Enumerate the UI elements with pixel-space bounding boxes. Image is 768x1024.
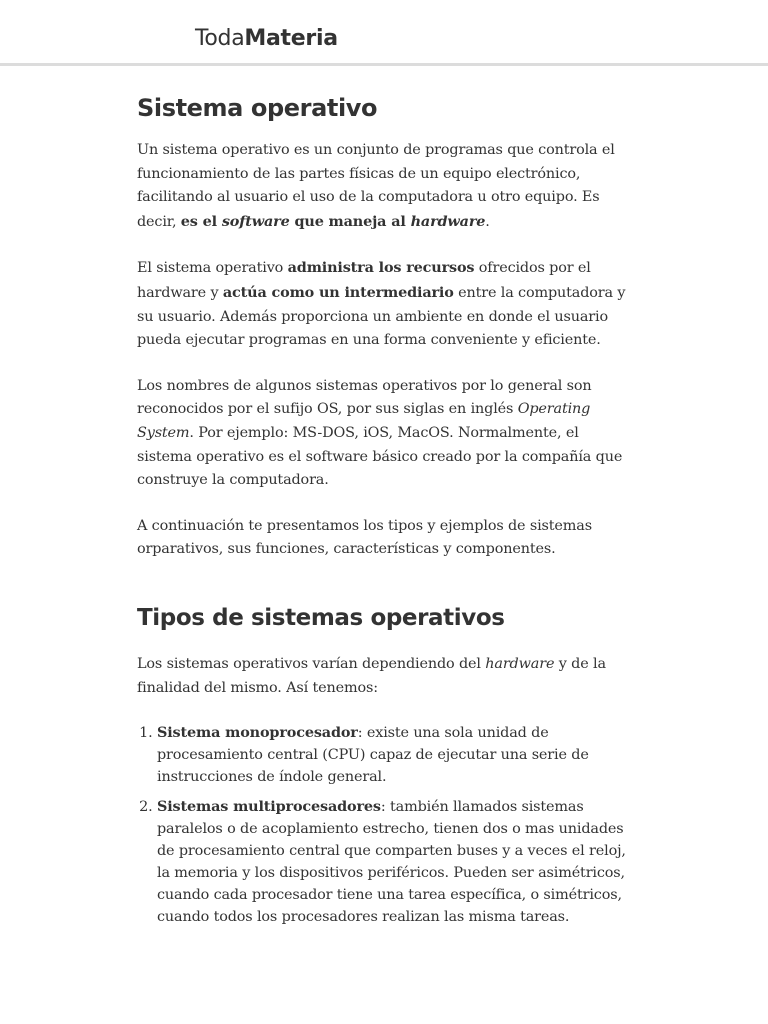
bold-text: administra los recursos	[287, 259, 475, 277]
italic-text: software	[221, 212, 290, 230]
paragraph-names	[137, 375, 631, 493]
text: Los nombres de algunos sistemas operativos por lo general son reconocidos por el sufijo OS, por sus siglas en inglés	[137, 377, 592, 418]
article-title: Sistema operativo	[137, 94, 378, 122]
top-bar	[0, 0, 768, 66]
italic-text: hardware	[485, 655, 555, 672]
bold-text: actúa como un intermediario	[222, 283, 454, 301]
italic-text: hardware	[410, 212, 486, 230]
text: ofrecidos por el hardware y	[137, 260, 591, 301]
list-item	[157, 722, 631, 788]
paragraph-resources	[137, 256, 631, 352]
list-item-desc: : existe una sola unidad de procesamiento central (CPU) capaz de ejecutar una serie de instrucciones de índole general.	[157, 725, 589, 786]
site-logo[interactable]	[195, 24, 338, 54]
bold-text	[181, 213, 485, 230]
text: .	[485, 213, 490, 230]
text: Los sistemas operativos varían dependiendo del	[137, 655, 486, 672]
paragraph-definition	[137, 139, 631, 234]
list-item-desc: : también llamados sistemas paralelos o de acoplamiento estrecho, tienen dos o mas unidades de procesamiento central que comparten buses y a veces el reloj, la memoria y los dispositivos periféricos. Pueden ser asimétricos, cuando cada procesador tiene una tarea específica, o simétricos, cuando todos los procesadores realizan las misma tareas.	[157, 799, 626, 926]
logo-text-light: Toda	[195, 26, 245, 51]
text: y de la finalidad del mismo. Así tenemos:	[137, 655, 606, 696]
list-item	[157, 796, 631, 928]
section-title: Tipos de sistemas operativos	[137, 604, 505, 631]
text: que maneja al	[289, 212, 411, 230]
list-item-term: Sistema monoprocesador	[157, 724, 358, 742]
text: es el	[180, 212, 222, 230]
text: . Por ejemplo: MS-DOS, iOS, MacOS. Normalmente, el sistema operativo es el software básico creado por la compañía que construye la computadora.	[137, 424, 623, 489]
text: El sistema operativo	[137, 260, 288, 277]
paragraph-types-intro	[137, 653, 631, 700]
italic-text: Operating System	[137, 401, 591, 441]
paragraph-intro: A continuación te presentamos los tipos y ejemplos de sistemas orparativos, sus funciones, características y componentes.	[137, 517, 592, 558]
logo-text-bold: Materia	[244, 26, 338, 51]
text: Un sistema operativo es un conjunto de programas que controla el funcionamiento de las partes físicas de un equipo electrónico, facilitando al usuario el uso de la computadora u otro equipo. Es decir,	[137, 142, 615, 230]
article	[137, 90, 631, 936]
list-item-term: Sistemas multiprocesadores	[157, 798, 381, 816]
text: entre la computadora y su usuario. Además proporciona un ambiente en donde el usuario pueda ejecutar programas en una forma conveniente y eficiente.	[137, 284, 626, 349]
types-list	[137, 722, 631, 928]
